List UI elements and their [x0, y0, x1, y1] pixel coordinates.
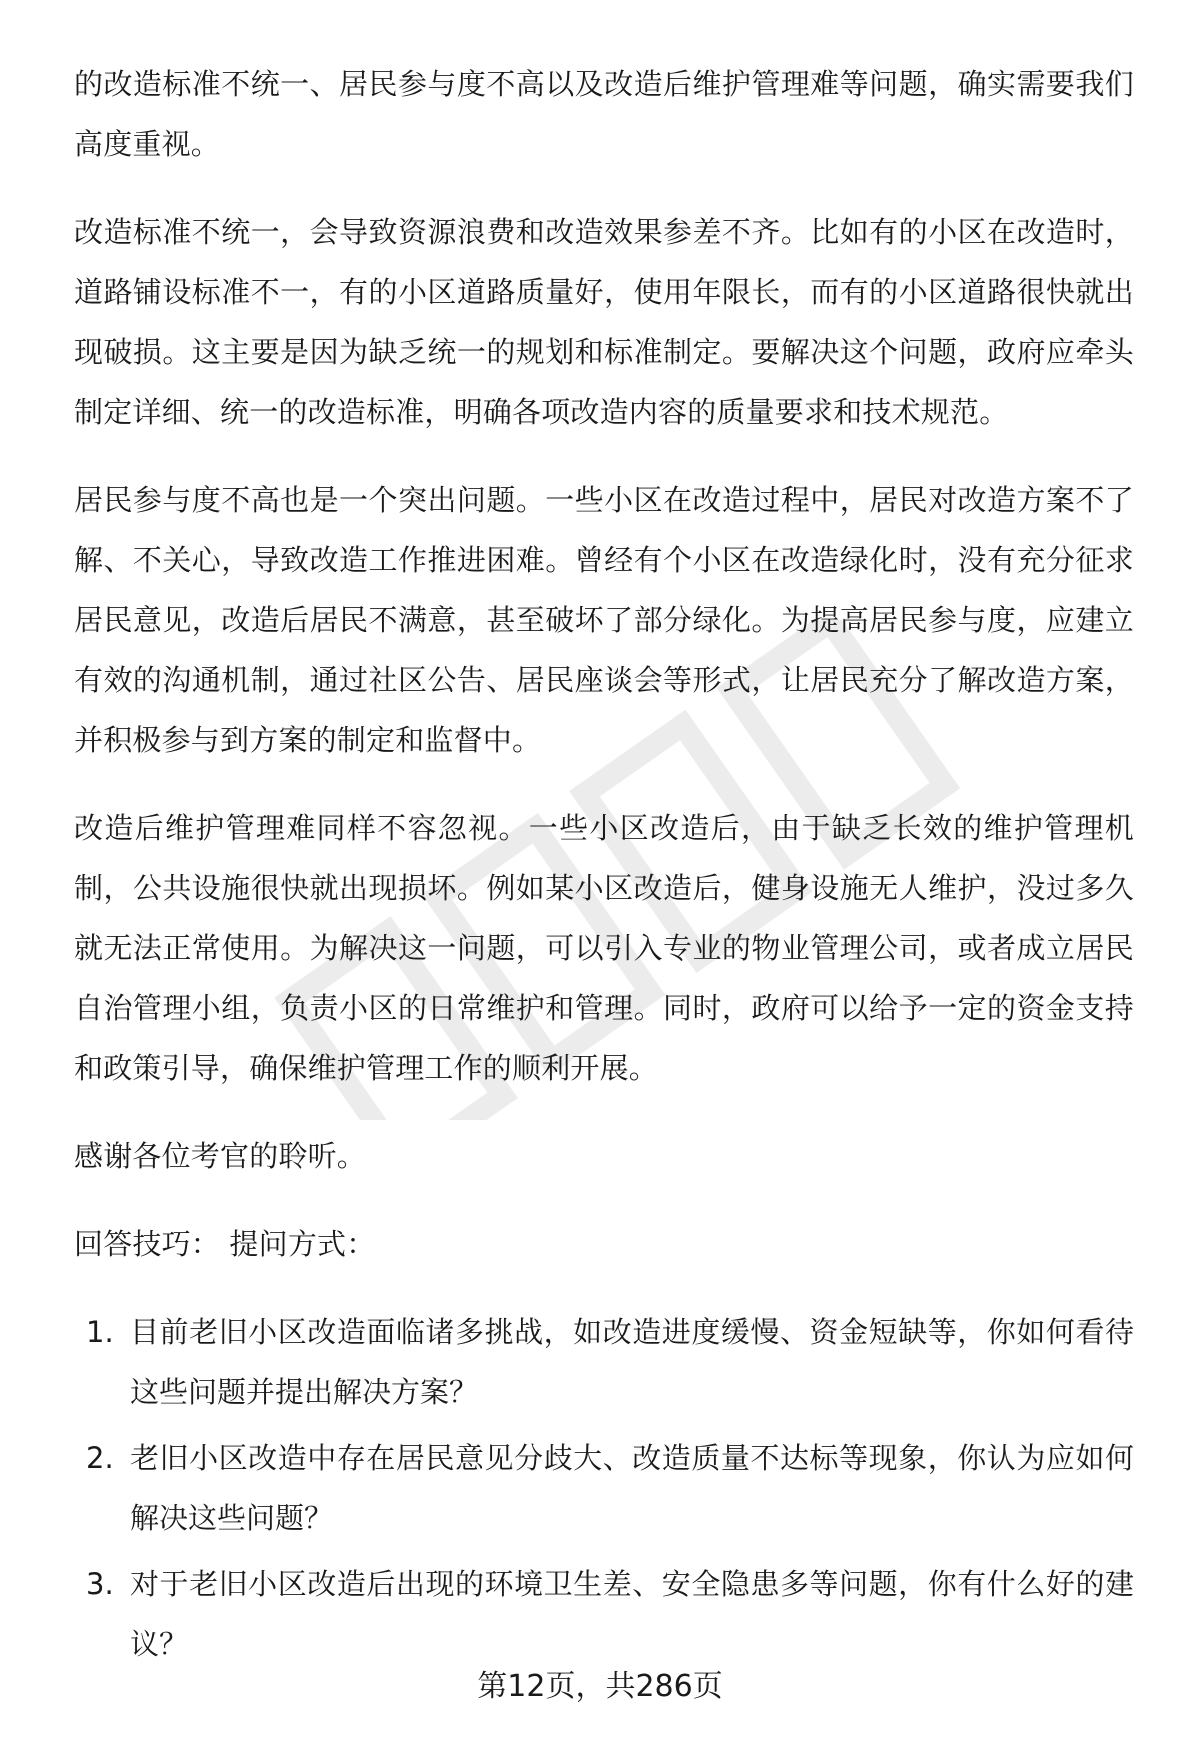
list-item-text: 对于老旧小区改造后出现的环境卫生差、安全隐患多等问题，你有什么好的建议？: [130, 1567, 1134, 1661]
list-item-text: 老旧小区改造中存在居民意见分歧大、改造质量不达标等现象，你认为应如何解决这些问题？: [130, 1441, 1134, 1535]
list-item-text: 目前老旧小区改造面临诸多挑战，如改造进度缓慢、资金短缺等，你如何看待这些问题并提出解决方案？: [130, 1315, 1134, 1409]
list-item-number: 2.: [86, 1441, 114, 1475]
list-item: [74, 1302, 1134, 1422]
list-item-number: 3.: [86, 1567, 114, 1601]
paragraph-thanks: 感谢各位考官的聆听。: [74, 1139, 367, 1173]
paragraph-intro: 的改造标准不统一、居民参与度不高以及改造后维护管理难等问题，确实需要我们高度重视。: [74, 67, 1134, 161]
paragraph-participation: 居民参与度不高也是一个突出问题。一些小区在改造过程中，居民对改造方案不了解、不关心，导致改造工作推进困难。曾经有个小区在改造绿化时，没有充分征求居民意见，改造后居民不满意，甚至破坏了部分绿化。为提高居民参与度，应建立有效的沟通机制，通过社区公告、居民座谈会等形式，让居民充分了解改造方案，并积极参与到方案的制定和监督中。: [74, 483, 1134, 757]
question-list: [74, 1302, 1134, 1674]
document-body: [74, 54, 1134, 1680]
section-heading-tips: 回答技巧： 提问方式：: [74, 1227, 376, 1261]
page-footer: 第12页，共286页: [477, 1669, 723, 1704]
list-item: [74, 1554, 1134, 1674]
paragraph-maintenance: 改造后维护管理难同样不容忽视。一些小区改造后，由于缺乏长效的维护管理机制，公共设施很快就出现损坏。例如某小区改造后，健身设施无人维护，没过多久就无法正常使用。为解决这一问题，可以引入专业的物业管理公司，或者成立居民自治管理小组，负责小区的日常维护和管理。同时，政府可以给予一定的资金支持和政策引导，确保维护管理工作的顺利开展。: [74, 811, 1134, 1085]
paragraph-standards: 改造标准不统一，会导致资源浪费和改造效果参差不齐。比如有的小区在改造时，道路铺设标准不一，有的小区道路质量好，使用年限长，而有的小区道路很快就出现破损。这主要是因为缺乏统一的规划和标准制定。要解决这个问题，政府应牵头制定详细、统一的改造标准，明确各项改造内容的质量要求和技术规范。: [74, 215, 1134, 429]
list-item-number: 1.: [86, 1315, 114, 1349]
list-item: [74, 1428, 1134, 1548]
